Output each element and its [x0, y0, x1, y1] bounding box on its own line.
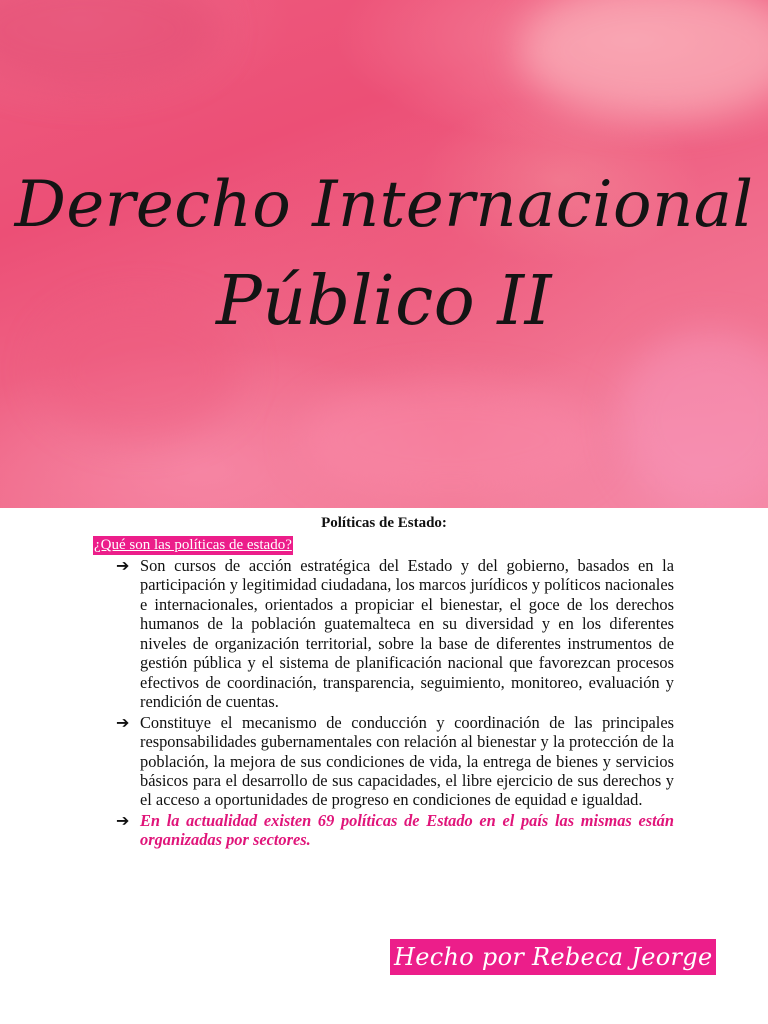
list-item-text: Son cursos de acción estratégica del Estado y del gobierno, basados en la participación y legitimidad ciudadana, los marcos jurídicos y políticos nacionales e internacionales, orientados a propiciar el bienestar, el goce de los derechos humanos de la población guatemalteca en su diversidad y en los diferentes niveles de organización territorial, sobre la base de diferentes instrumentos de gestión pública y el sistema de planificación nacional que favorezcan procesos efectivos de coordinación, transparencia, seguimiento, monitoreo, evaluación y rendición de cuentas.: [140, 556, 674, 712]
arrow-right-icon: ➔: [116, 712, 130, 732]
list-item: [116, 713, 674, 810]
list-item-highlight: [116, 811, 674, 850]
question-heading: ¿Qué son las políticas de estado?: [94, 537, 292, 553]
section-heading: Políticas de Estado:: [321, 515, 447, 531]
title-banner: [0, 0, 768, 508]
list-item: [116, 556, 674, 712]
list-item-text: En la actualidad existen 69 políticas de Estado en el país las mismas están organizadas por sectores.: [140, 810, 674, 850]
document-title-line-1: Derecho Internacional: [14, 168, 754, 242]
document-body: [0, 508, 768, 1024]
arrow-right-icon: ➔: [116, 556, 130, 575]
author-signature: Hecho por Rebeca Jeorge: [390, 939, 716, 975]
list-item-text: Constituye el mecanismo de conducción y coordinación de las principales responsabilidades gubernamentales con relación al bienestar y la protección de la población, la mejora de sus condiciones de vida, la entrega de bienes y servicios básicos para el desarrollo de sus capacidades, el libre ejercicio de sus derechos y el acceso a oportunidades de progreso en condiciones de equidad e igualdad.: [140, 712, 674, 810]
arrow-right-icon: ➔: [116, 810, 130, 830]
bullet-list: [116, 556, 674, 851]
document-title-line-2: Público II: [216, 262, 552, 341]
